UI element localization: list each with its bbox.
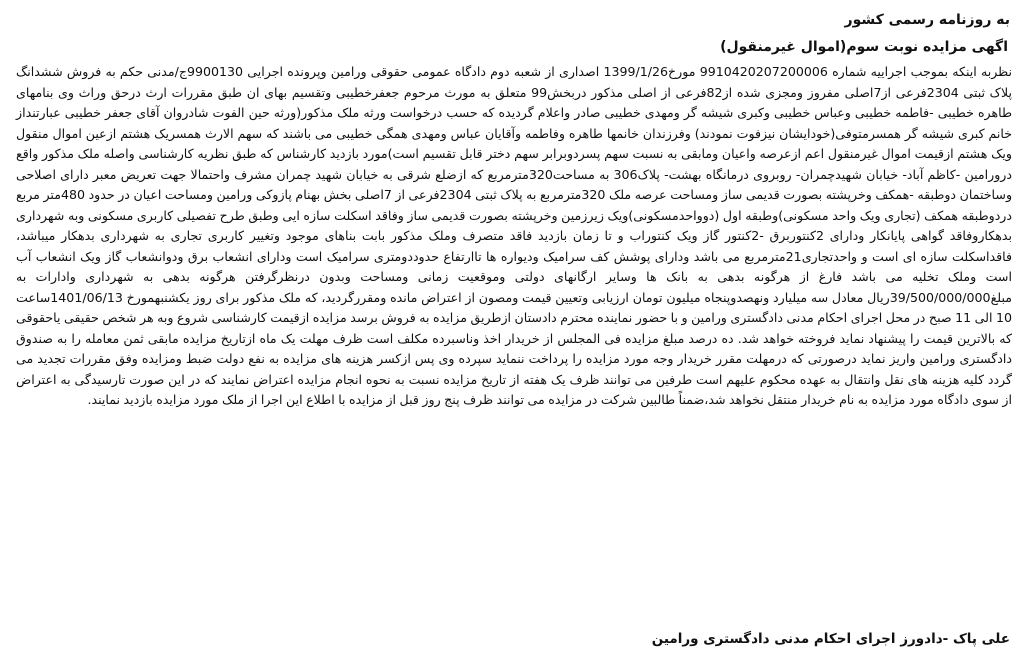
notice-title: اگهی مزایده نوبت سوم(اموال غیرمنقول) [720, 39, 1008, 55]
notice-body: نظربه اینکه بموجب اجراییه شماره 9910420207200006 مورخ1399/1/26 اصداری از شعبه دوم دادگاه عمومی حقوقی ورامین وپرونده اجرایی 9900130ج/مدنی حکم به فروش ششدانگ پلاک ثبتی 2304فرعی از7اصلی مفروز ومجزی شده از82فرعی از اصلی مذکور دربخش99 متعلق به مورث مرحوم جعفرخطیبی وتقسیم بهای ان طبق مقررات ارث درحق وراث وی بنامهای طاهره خطیبی -فاطمه خطیبی وعباس خطیبی وکبری شیشه گر ومهدی خطیبی صادر واعلام گردیده که حسب درخواست ورثه ملک مذکور(ورثه حین الفوت شادروان آقای جعفر خطیبی عبارتنداز خانم کبری شیشه گر همسرمتوفی(خودایشان نیزفوت نمودند) وفرزندان خانمها طاهره وفاطمه وآقایان عباس ومهدی همگی خطیبی می باشند که سهم الارث همسریک هشتم ازعین اموال منقول ویک هشتم ازقیمت اموال غیرمنقول اعم ازعرصه واعیان ومابقی به نسبت سهم پسردوبرابر سهم دختر قابل تقسیم است)مورد بازدید کارشناس که طبق نظریه کارشناسی واصله ملک مذکور واقع درورامین -کاظم آباد- خیابان شهیدچمران- روبروی درمانگاه بهشت- پلاک306 به مساحت320مترمربع که ازضلع شرقی به خیابان شهید چمران مشرف واحتمالا جهت تعریض معبر دارای اصلاحی وساختمان دوطبقه -همکف وخرپشته بصورت قدیمی ساز ومساحت عرصه ملک 320مترمربع به پلاک ثبتی 2304فرعی از 7اصلی بخش بهنام پازوکی ورامین ومساحت اعیان در حدود 480متر مربع دردوطبقه همکف (تجاری ویک واحد مسکونی)وطبقه اول (دوواحدمسکونی)ویک زیرزمین وخرپشته بصورت قدیمی ساز وفاقد اسکلت سازه ایی وطبق طرح تفصیلی کاربری مسکونی وبه شهرداری بدهکاروفاقد گواهی پایانکار ودارای 2کنتوربرق -2کنتور گاز ویک کنتوراب و تا زمان بازدید فاقد متصرف وملک مذکور بابت بناهای موجود وتغییر کاربری تجاری به شهرداری بدهکار میباشد، فاقداسکلت سازه ای است و واحدتجاری21مترمربع می باشد ودارای پوشش کف سرامیک ودیواره ها تاارتفاع حدوددومتری سرامیک است ودارای انشعاب برق ودوانشعاب گاز ویک انشعاب آب است وملک تخلیه می باشد فارغ از هرگونه بدهی به بانک ها وسایر ارگانهای دولتی وموقعیت زمانی ومساحت وبدون درنظرگرفتن هرگونه بدهی به شهرداری وادارات به مبلغ39/500/000/000ریال معادل سه میلیارد ونهصدوپنجاه میلیون تومان ارزیابی وتعیین قیمت ومصون از اعتراض مانده ومقررگردید، که ملک مذکور برای روز یکشنبهمورخ 1401/06/13ساعت 10 الی 11 صبح در محل اجرای احکام مدنی دادگستری ورامین و با حضور نماینده محترم دادستان ازطریق مزایده به فروش برسد مزایده ازقیمت کارشناسی شروع وبه هر شخص حقیقی یاحقوقی که بالاترین قیمت را پیشنهاد نماید فروخته خواهد شد. ده درصد مبلغ مزایده فی المجلس از خریدار اخذ وناسبرده مکلف است ظرف مهلت یک ماه ازتاریخ مزایده مابقی ثمن معامله را به صندوق دادگستری ورامین واریز نماید درصورتی که درمهلت مقرر خریدار وجه مورد مزایده را پرداخت ننماید سپرده وی پس ازکسر هزینه های مزایده به نفع دولت ضبط ومزایده وفق مقررات تجدید می گردد کلیه هزینه های نقل وانتقال به عهده محکوم علیهم است طرفین می توانند ظرف یک هفته از تاریخ مزایده نسبت به نحوه انجام مزایده اعتراض نمایند که در این صورت تارسیدگی به اعتراض از سوی دادگاه مورد مزایده به نام خریدار منتقل نخواهد شد،ضمناً طالبین شرکت در مزایده می توانند ظرف پنج روز قبل از مزایده با اطلاع این اجرا از ملک مورد مزایده بازدید نمایند. [16, 64, 1013, 407]
publication-source: به روزنامه رسمی کشور [844, 12, 1010, 28]
signature-line: علی پاک -دادورز اجرای احکام مدنی دادگستری ورامین [651, 631, 1010, 647]
